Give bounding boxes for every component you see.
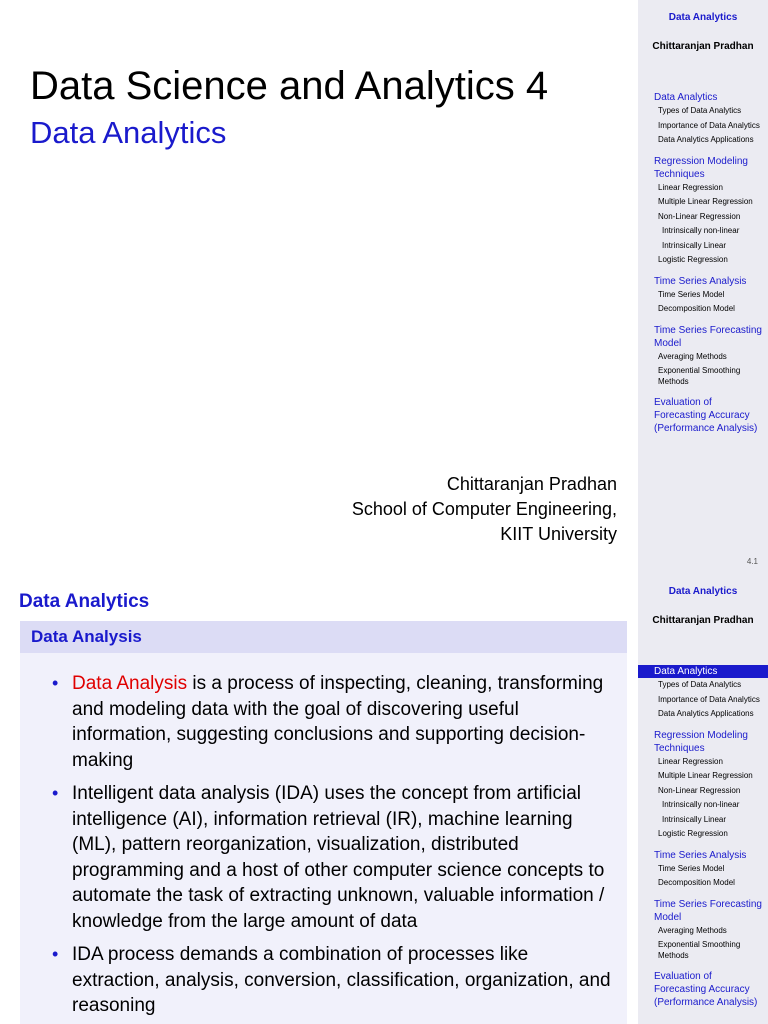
- block-body: [20, 653, 627, 1024]
- sidebar-title: Data Analytics: [668, 586, 738, 597]
- toc-subsection-link[interactable]: Data Analytics Applications: [658, 135, 754, 144]
- toc-section-link[interactable]: Regression Modeling Techniques: [654, 155, 748, 180]
- toc-subsection-link[interactable]: Decomposition Model: [658, 304, 735, 313]
- toc-subsection-link[interactable]: Intrinsically non-linear: [662, 800, 740, 809]
- author-school: School of Computer Engineering,: [351, 499, 617, 519]
- author-university: KIIT University: [500, 524, 617, 544]
- toc-section-link[interactable]: Time Series Forecasting Model: [654, 898, 762, 923]
- bullet-item: • IDA process demands a combination of processes like extraction, analysis, conversion, classification, organization, and reasoning: [52, 942, 617, 1019]
- toc-section-link[interactable]: Data Analytics: [638, 665, 768, 678]
- toc-subsection-link[interactable]: Multiple Linear Regression: [658, 197, 753, 206]
- toc-section-link[interactable]: Evaluation of Forecasting Accuracy (Performance Analysis): [654, 397, 758, 434]
- highlight-term: Data Analysis: [72, 673, 188, 694]
- bullet-text: is a process of inspecting, cleaning, transforming and modeling data with the goal of discovering useful information, suggesting conclusions and supporting decision-making: [72, 673, 604, 771]
- toc-subsection-link[interactable]: Types of Data Analytics: [658, 680, 742, 689]
- frame-title: Data Analytics: [19, 591, 150, 612]
- toc-subsection-link[interactable]: Averaging Methods: [658, 925, 727, 935]
- sidebar-title: Data Analytics: [668, 12, 738, 23]
- toc-subsection-link[interactable]: Importance of Data Analytics: [658, 694, 760, 704]
- toc-subsection-link[interactable]: Intrinsically Linear: [662, 814, 727, 824]
- block-title: Data Analysis: [20, 621, 627, 653]
- sidebar-nav: [638, 574, 768, 1024]
- toc-subsection-link[interactable]: Averaging Methods: [658, 351, 727, 361]
- definition-block: [20, 621, 627, 1024]
- toc-section-link[interactable]: Time Series Analysis: [654, 275, 747, 287]
- toc-subsection-link[interactable]: Non-Linear Regression: [658, 211, 741, 221]
- author-name: Chittaranjan Pradhan: [446, 474, 617, 494]
- toc: [638, 665, 768, 1009]
- toc-subsection-link[interactable]: Importance of Data Analytics: [658, 120, 760, 130]
- sidebar-author: Chittaranjan Pradhan: [652, 615, 754, 626]
- toc: [638, 91, 768, 435]
- toc-subsection-link[interactable]: Exponential Smoothing Methods: [658, 366, 741, 386]
- toc-subsection-link[interactable]: Multiple Linear Regression: [658, 771, 753, 780]
- toc-subsection-link[interactable]: Linear Regression: [658, 182, 723, 192]
- toc-section-link[interactable]: Data Analytics: [654, 92, 718, 103]
- toc-subsection-link[interactable]: Logistic Regression: [658, 255, 728, 264]
- bullet-item: • Intelligent data analysis (IDA) uses the concept from artificial intelligence (AI), information retrieval (IR), machine learning (ML), pattern reorganization, visualization, distributed programming and a host of other computer science concepts to automate the task of extracting unknown, valuable information / knowledge from the large amount of data: [52, 781, 617, 934]
- toc-subsection-link[interactable]: Logistic Regression: [658, 829, 728, 838]
- toc-subsection-link[interactable]: Linear Regression: [658, 756, 723, 766]
- toc-subsection-link[interactable]: Intrinsically non-linear: [662, 226, 740, 235]
- page-number: 4.1: [746, 557, 758, 566]
- presentation-title: Data Science and Analytics 4: [30, 64, 549, 108]
- sidebar-author: Chittaranjan Pradhan: [652, 41, 754, 52]
- toc-subsection-link[interactable]: Time Series Model: [658, 863, 725, 873]
- toc-section-link[interactable]: Time Series Analysis: [654, 849, 747, 861]
- toc-subsection-link[interactable]: Intrinsically Linear: [662, 240, 727, 250]
- bullet-list: [52, 671, 617, 1019]
- content-slide: [0, 574, 768, 1024]
- toc-subsection-link[interactable]: Exponential Smoothing Methods: [658, 940, 741, 960]
- toc-section-link[interactable]: Evaluation of Forecasting Accuracy (Performance Analysis): [654, 971, 758, 1008]
- toc-subsection-link[interactable]: Types of Data Analytics: [658, 106, 742, 115]
- toc-subsection-link[interactable]: Decomposition Model: [658, 878, 735, 887]
- sidebar-nav: [638, 0, 768, 574]
- toc-section-link[interactable]: Time Series Forecasting Model: [654, 324, 762, 349]
- toc-section-link[interactable]: Regression Modeling Techniques: [654, 729, 748, 754]
- toc-subsection-link[interactable]: Time Series Model: [658, 289, 725, 299]
- bullet-item: [52, 671, 617, 773]
- toc-subsection-link[interactable]: Non-Linear Regression: [658, 785, 741, 795]
- toc-subsection-link[interactable]: Data Analytics Applications: [658, 709, 754, 718]
- presentation-subtitle: Data Analytics: [30, 115, 227, 150]
